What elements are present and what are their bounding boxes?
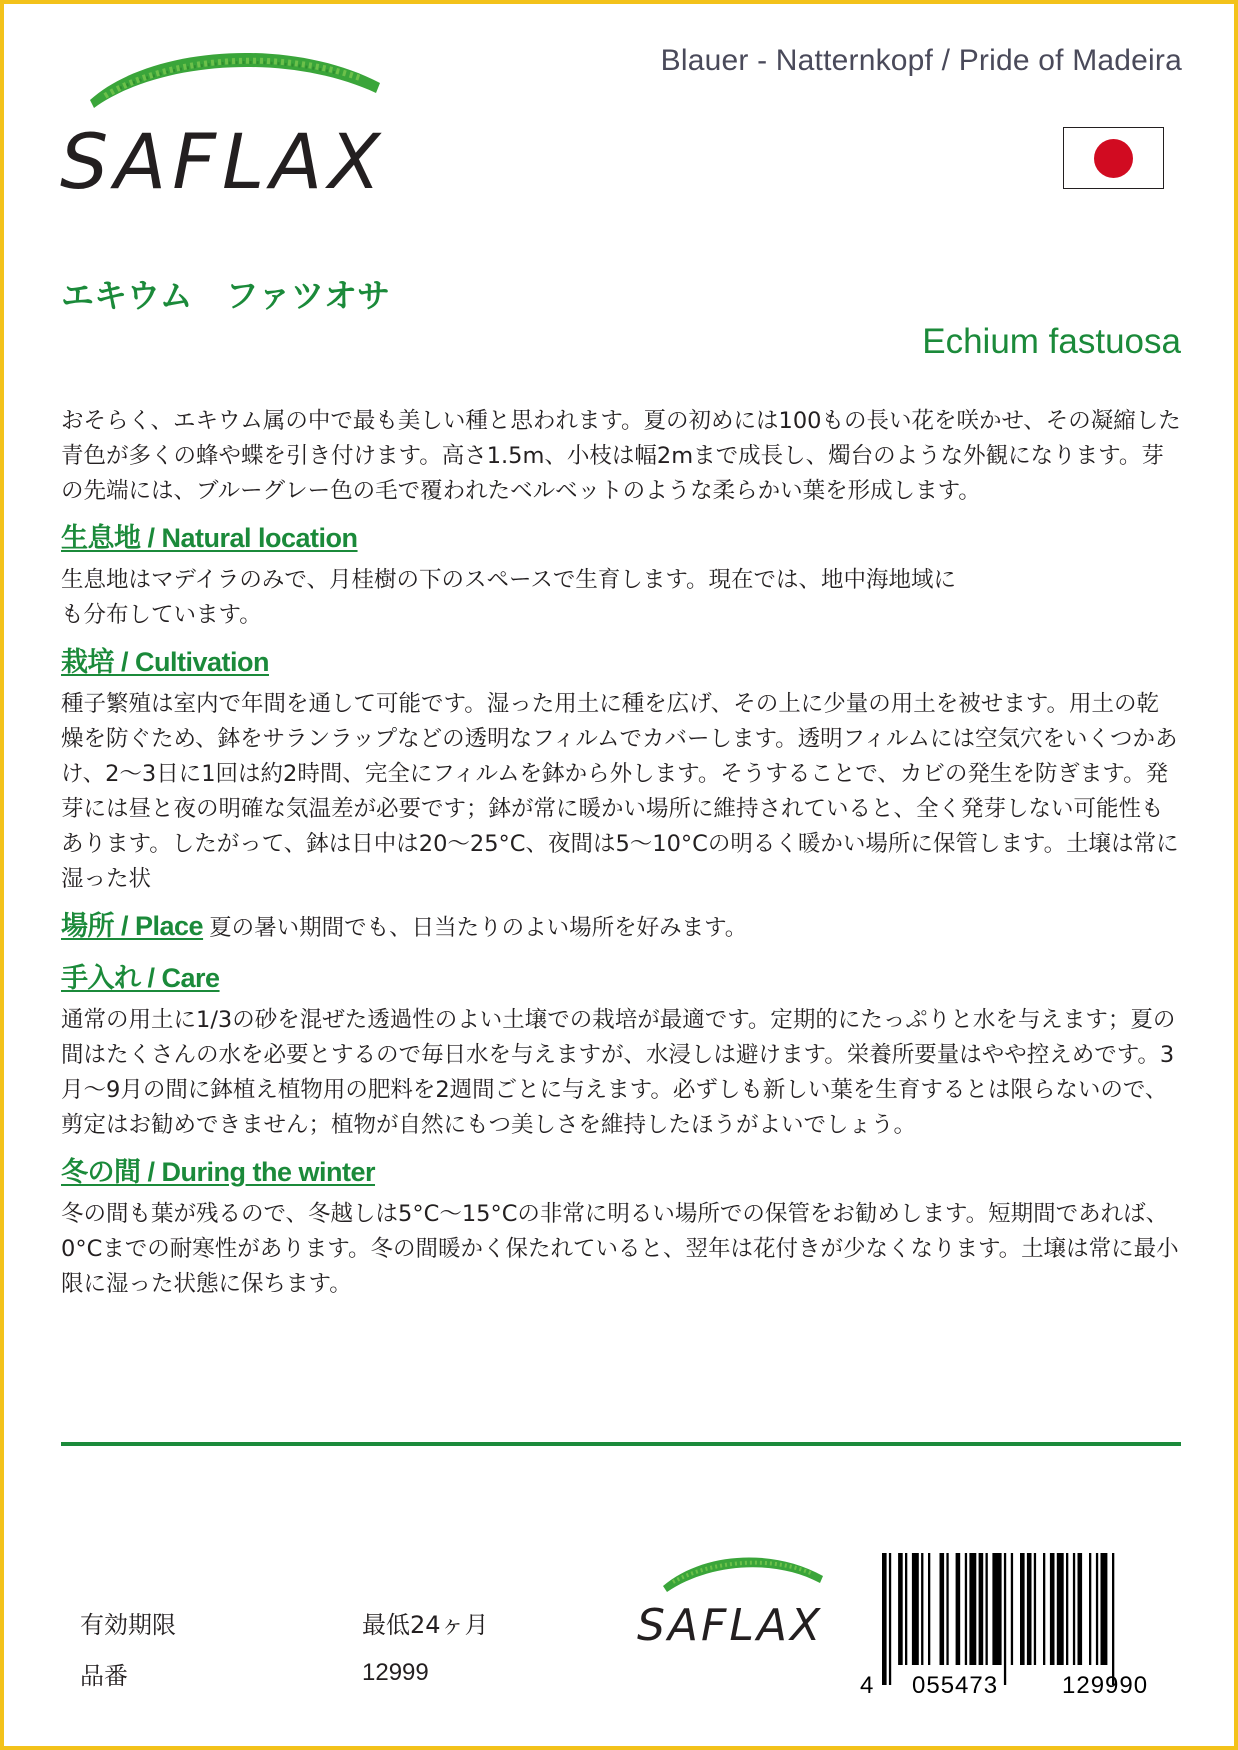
barcode bbox=[882, 1553, 1182, 1685]
barcode-bar bbox=[905, 1553, 907, 1665]
barcode-bar bbox=[1057, 1553, 1064, 1665]
barcode-bar bbox=[1027, 1553, 1032, 1665]
item-number-label: 品番 bbox=[80, 1662, 128, 1690]
logo-text: SAFLAX bbox=[637, 1600, 824, 1651]
section-place bbox=[61, 905, 1181, 949]
product-subtitle: Blauer - Natternkopf / Pride of Madeira bbox=[660, 44, 1182, 77]
barcode-bar bbox=[1078, 1553, 1083, 1665]
section-text: 冬の間も葉が残るので、冬越しは5°C～15°Cの非常に明るい場所での保管をお勧めします。短期間であれば、0°Cまでの耐寒性があります。冬の間暖かく保たれていると、翌年は花付きが少なくなります。土壌は常に最小限に湿った状態に保ちます。 bbox=[61, 1201, 1179, 1297]
section-winter bbox=[61, 1151, 1181, 1302]
barcode-bar bbox=[1004, 1553, 1006, 1685]
barcode-bar bbox=[1101, 1553, 1108, 1665]
barcode-bar bbox=[986, 1553, 988, 1665]
barcode-bar bbox=[1089, 1553, 1091, 1665]
barcode-bar bbox=[1043, 1553, 1045, 1665]
section-heading: 生息地 / Natural location bbox=[61, 523, 358, 553]
barcode-bar bbox=[940, 1553, 945, 1665]
logo-text: SAFLAX bbox=[60, 117, 387, 206]
barcode-bar bbox=[1020, 1553, 1025, 1665]
section-care bbox=[61, 957, 1181, 1143]
intro-text: おそらく、エキウム属の中で最も美しい種と思われます。夏の初めには100もの長い花を咲かせ、その凝縮した青色が多くの蜂や蝶を引き付けます。高さ1.5m、小枝は幅2mまで成長し、燭台のような外観になります。芽の先端には、ブルーグレー色の毛で覆われたベルベットのような柔らかい葉を形成します。 bbox=[61, 408, 1181, 504]
saflax-logo bbox=[60, 38, 400, 208]
barcode-left-digits: 055473 bbox=[912, 1672, 999, 1699]
section-natural-location bbox=[61, 517, 1181, 633]
barcode-bar bbox=[921, 1553, 923, 1665]
barcode-bar bbox=[912, 1553, 919, 1665]
barcode-bar bbox=[1050, 1553, 1055, 1665]
expiry-value: 最低24ヶ月 bbox=[362, 1611, 489, 1639]
divider bbox=[61, 1442, 1181, 1446]
barcode-bar bbox=[1011, 1553, 1013, 1665]
japan-flag-icon bbox=[1063, 127, 1164, 189]
section-heading: 冬の間 / During the winter bbox=[61, 1157, 376, 1187]
barcode-bar bbox=[956, 1553, 961, 1665]
latin-name: Echium fastuosa bbox=[922, 322, 1181, 361]
barcode-bar bbox=[1034, 1553, 1036, 1665]
section-heading: 栽培 / Cultivation bbox=[61, 647, 269, 677]
barcode-bar bbox=[946, 1553, 948, 1665]
description-content bbox=[61, 404, 1181, 1302]
expiry-label: 有効期限 bbox=[80, 1611, 176, 1639]
barcode-bar bbox=[979, 1553, 984, 1665]
barcode-bar bbox=[1096, 1553, 1098, 1665]
section-text: 生息地はマデイラのみで、月桂樹の下のスペースで生育します。現在では、地中海地域にも分布しています。 bbox=[61, 567, 957, 628]
japanese-title: エキウム ファツオサ bbox=[61, 276, 391, 315]
barcode-right-digits: 129990 bbox=[1062, 1672, 1149, 1699]
item-number-value: 12999 bbox=[362, 1659, 429, 1686]
barcode-bar bbox=[1073, 1553, 1075, 1665]
barcode-bar bbox=[992, 1553, 1001, 1665]
barcode-bar bbox=[889, 1553, 891, 1685]
section-text: 夏の暑い期間でも、日当たりのよい場所を好みます。 bbox=[209, 915, 748, 941]
saflax-logo-small bbox=[633, 1546, 833, 1652]
barcode-first-digit: 4 bbox=[860, 1672, 874, 1699]
barcode-bar bbox=[1066, 1553, 1068, 1665]
barcode-bar bbox=[882, 1553, 887, 1685]
section-cultivation bbox=[61, 641, 1181, 897]
barcode-bar bbox=[898, 1553, 903, 1665]
barcode-bar bbox=[1112, 1553, 1114, 1685]
barcode-bar bbox=[969, 1553, 976, 1665]
section-text: 通常の用土に1/3の砂を混ぜた透過性のよい土壌での栽培が最適です。定期的にたっぷりと水を与えます；夏の間はたくさんの水を必要とするので毎日水を与えますが、水浸しは避けます。栄養所要量はやや控えめです。3月～9月の間に鉢植え植物用の肥料を2週間ごとに与えます。必ずしも新しい葉を生育するとは限らないので、剪定はお勧めできません；植物が自然にもつ美しさを維持したほうがよいでしょう。 bbox=[61, 1007, 1176, 1138]
section-heading: 場所 / Place bbox=[61, 911, 204, 941]
section-heading: 手入れ / Care bbox=[61, 963, 220, 993]
barcode-bar bbox=[965, 1553, 967, 1665]
section-text: 種子繁殖は室内で年間を通して可能です。湿った用土に種を広げ、その上に少量の用土を被せます。用土の乾燥を防ぐため、鉢をサランラップなどの透明なフィルムでカバーします。透明フィルムには空気穴をいくつかあけ、2～3日に1回は約2時間、完全にフィルムを鉢から外します。そうすることで、カビの発生を防ぎます。発芽には昼と夜の明確な気温差が必要です；鉢が常に暖かい場所に維持されていると、全く発芽しない可能性もあります。したがって、鉢は日中は20〜25°C、夜間は5〜10°Cの明るく暖かい場所に保管します。土壌は常に湿った状 bbox=[61, 691, 1179, 892]
barcode-bar bbox=[928, 1553, 930, 1665]
